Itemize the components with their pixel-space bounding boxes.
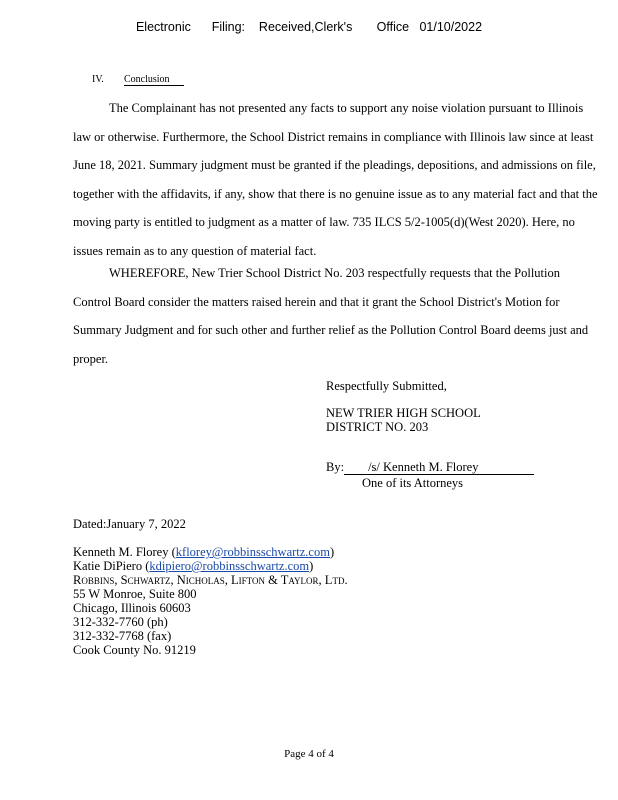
dated-label: Dated:	[73, 517, 107, 531]
attorney-1-email-link[interactable]: kflorey@robbinsschwartz.com	[175, 545, 330, 559]
fax-number: 312-332-7768 (fax)	[73, 629, 172, 643]
date-line	[73, 517, 186, 532]
electronic-signature: /s/ Kenneth M. Florey	[368, 460, 479, 474]
attorney-2-email-link[interactable]: kdipiero@robbinsschwartz.com	[149, 559, 310, 573]
wherefore-paragraph	[73, 259, 601, 373]
section-number: IV.	[92, 74, 104, 85]
attorney-1-name: Kenneth M. Florey	[73, 545, 169, 559]
section-heading	[92, 74, 184, 86]
signature-closing: Respectfully Submitted,	[326, 379, 447, 393]
organization-line-1: NEW TRIER HIGH SCHOOL	[326, 406, 481, 420]
section-title: Conclusion	[124, 74, 184, 86]
filing-stamp-header: Electronic Filing: Received,Clerk's Office 01/10/2022	[135, 20, 483, 34]
page-number: Page 4 of 4	[284, 748, 334, 760]
wherefore-text: WHEREFORE, New Trier School District No. 203 respectfully requests that the Pollution Control Board consider the matters raised herein and that it grant the School District's Motion for Summary Judgment and for such other and further relief as the Pollution Control Board deems just and proper.	[73, 266, 589, 366]
attorney-1: Kenneth M. Florey (kflorey@robbinsschwartz.com)	[73, 545, 335, 559]
address-line-1: 55 W Monroe, Suite 800	[73, 587, 197, 601]
address-line-2: Chicago, Illinois 60603	[73, 601, 191, 615]
conclusion-text: The Complainant has not presented any facts to support any noise violation pursuant to Illinois law or otherwise. Furthermore, the School District remains in compliance with Illinois law since at least June 18, 2021. Summary judgment must be granted if the pleadings, depositions, and admissions on file, together with the affidavits, if any, show that there is no genuine issue as to any material fact and that the moving party is entitled to judgment as a matter of law. 735 ILCS 5/2-1005(d)(West 2020). Here, no issues remain as to any question of material fact.	[73, 101, 598, 258]
law-firm-name: Robbins, Schwartz, Nicholas, Lifton & Taylor, Ltd.	[73, 573, 348, 587]
phone-number: 312-332-7760 (ph)	[73, 615, 168, 629]
county-number: Cook County No. 91219	[73, 643, 196, 657]
signature-by-line	[326, 460, 534, 475]
attorney-contact-block	[73, 545, 348, 657]
signer-role: One of its Attorneys	[362, 476, 464, 490]
by-label: By:	[326, 460, 345, 474]
conclusion-paragraph	[73, 94, 601, 265]
signature-line	[344, 460, 534, 475]
organization-line-2: DISTRICT NO. 203	[326, 420, 429, 434]
dated-value: January 7, 2022	[106, 517, 186, 531]
signature-organization	[326, 406, 481, 434]
attorney-2: Katie DiPiero (kdipiero@robbinsschwartz.com)	[73, 559, 314, 573]
attorney-2-name: Katie DiPiero	[73, 559, 143, 573]
